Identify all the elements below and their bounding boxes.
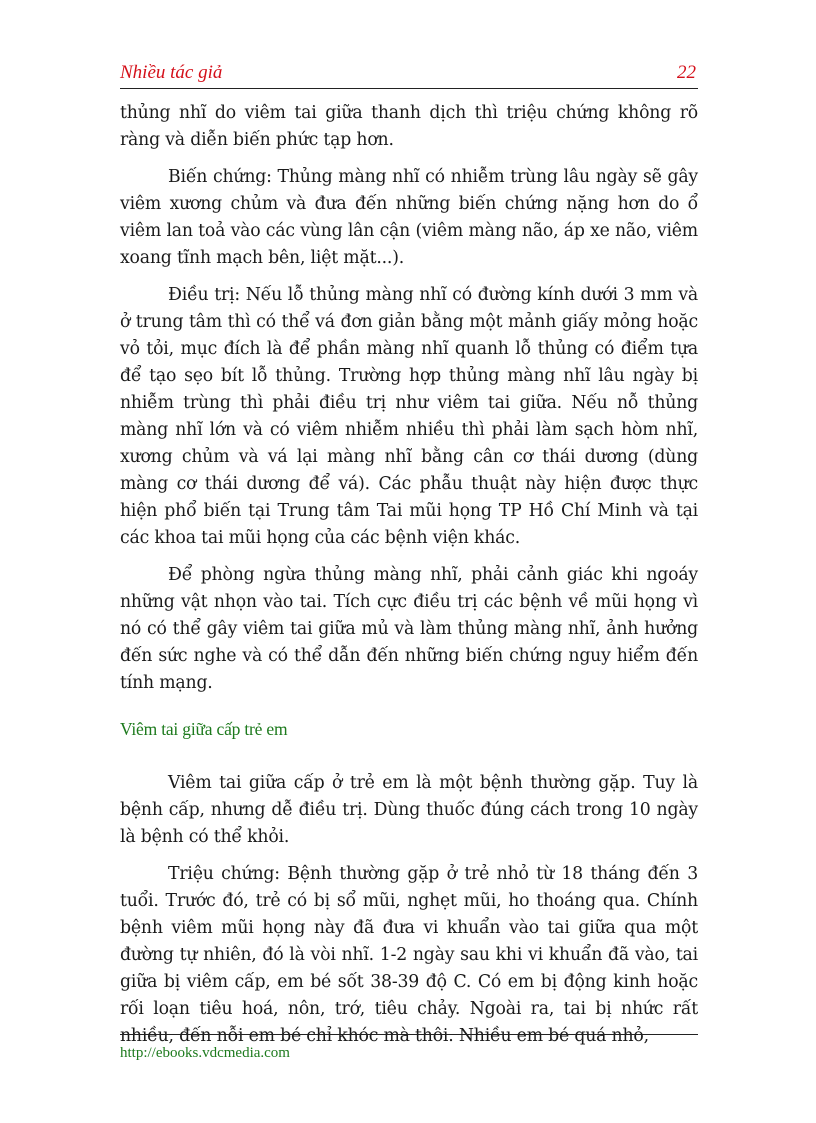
section-heading: Viêm tai giữa cấp trẻ em	[120, 719, 288, 739]
page-header	[120, 62, 698, 89]
body-paragraph: Biến chứng: Thủng màng nhĩ có nhiễm trùng lâu ngày sẽ gây viêm xương chủm và đưa đến những biến chứng nặng hơn do ổ viêm lan toả vào các vùng lân cận (viêm màng não, áp xe não, viêm xoang tĩnh mạch bên, liệt mặt...).	[120, 167, 698, 268]
page-footer	[120, 1034, 698, 1062]
body-paragraph: Để phòng ngừa thủng màng nhĩ, phải cảnh giác khi ngoáy những vật nhọn vào tai. Tích cực điều trị các bệnh về mũi họng vì nó có thể gây viêm tai giữa mủ và làm thủng màng nhĩ, ảnh hưởng đến sức nghe và có thể dẫn đến những biến chứng nguy hiểm đến tính mạng.	[120, 565, 698, 693]
footer-url[interactable]: http://ebooks.vdcmedia.com	[120, 1045, 290, 1061]
body-paragraph: Viêm tai giữa cấp ở trẻ em là một bệnh thường gặp. Tuy là bệnh cấp, nhưng dễ điều trị. Dùng thuốc đúng cách trong 10 ngày là bệnh có thể khỏi.	[120, 773, 698, 847]
page-body	[120, 100, 698, 1060]
page-number: 22	[677, 62, 696, 83]
body-paragraph: Điều trị: Nếu lỗ thủng màng nhĩ có đường kính dưới 3 mm và ở trung tâm thì có thể vá đơn giản bằng một mảnh giấy mỏng hoặc vỏ tỏi, mục đích là để phần màng nhĩ quanh lỗ thủng có điểm tựa để tạo sẹo bít lỗ thủng. Trường hợp thủng màng nhĩ lâu ngày bị nhiễm trùng thì phải điều trị như viêm tai giữa. Nếu nỗ thủng màng nhĩ lớn và có viêm nhiễm nhiều thì phải làm sạch hòm nhĩ, xương chủm và vá lại màng nhĩ bằng cân cơ thái dương (dùng màng cơ thái dương để vá). Các phẫu thuật này hiện được thực hiện phổ biến tại Trung tâm Tai mũi họng TP Hồ Chí Minh và tại các khoa tai mũi họng của các bệnh viện khác.	[120, 285, 698, 548]
running-title: Nhiều tác giả	[120, 62, 223, 83]
body-paragraph: thủng nhĩ do viêm tai giữa thanh dịch thì triệu chứng không rõ ràng và diễn biến phức tạp hơn.	[120, 103, 698, 150]
body-paragraph: Triệu chứng: Bệnh thường gặp ở trẻ nhỏ từ 18 tháng đến 3 tuổi. Trước đó, trẻ có bị sổ mũi, nghẹt mũi, ho thoáng qua. Chính bệnh viêm mũi họng này đã đưa vi khuẩn vào tai giữa qua một đường tự nhiên, đó là vòi nhĩ. 1-2 ngày sau khi vi khuẩn đã vào, tai giữa bị viêm cấp, em bé sốt 38-39 độ C. Có em bị động kinh hoặc rối loạn tiêu hoá, nôn, trớ, tiêu chảy. Ngoài ra, tai bị nhức rất nhiều, đến nỗi em bé chỉ khóc mà thôi. Nhiều em bé quá nhỏ,	[120, 864, 698, 1046]
